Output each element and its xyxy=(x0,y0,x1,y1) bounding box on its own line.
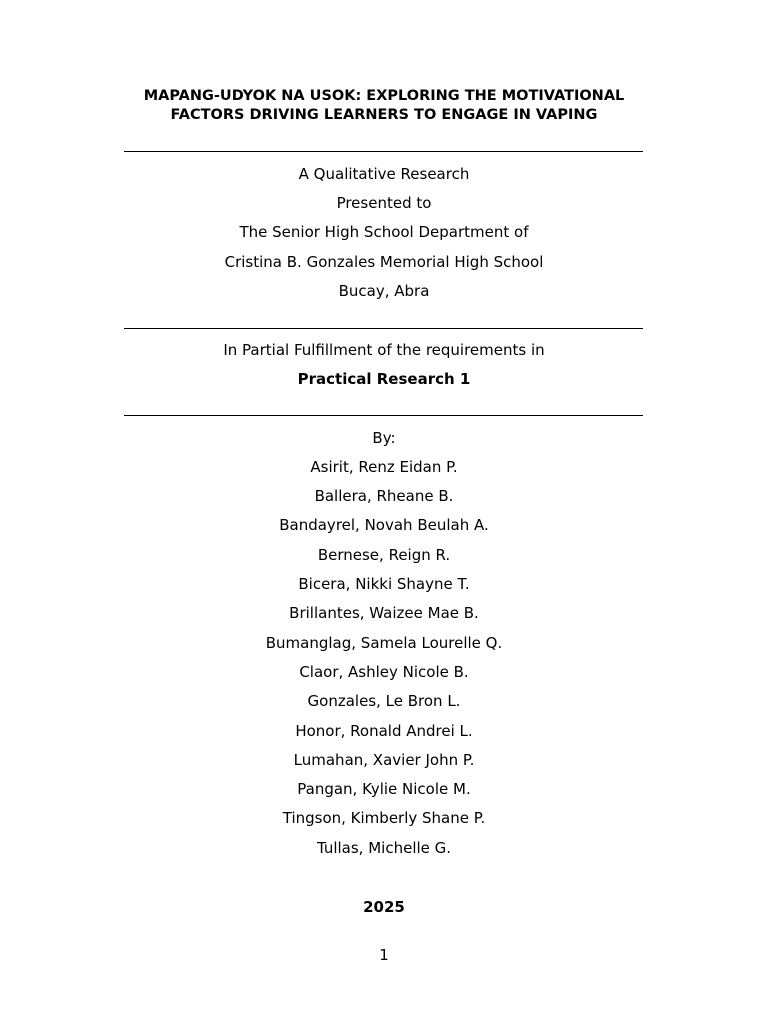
author-name: Pangan, Kylie Nicole M. xyxy=(297,780,471,798)
author-name: Ballera, Rheane B. xyxy=(314,487,454,505)
year: 2025 xyxy=(363,898,405,916)
author-name: Tingson, Kimberly Shane P. xyxy=(282,809,486,827)
research-type: A Qualitative Research xyxy=(298,165,470,183)
author-name: Claor, Ashley Nicole B. xyxy=(299,663,469,681)
author-name: Tullas, Michelle G. xyxy=(316,839,452,857)
author-name: Bandayrel, Novah Beulah A. xyxy=(279,516,489,534)
research-title-line-2: FACTORS DRIVING LEARNERS TO ENGAGE IN VAPING xyxy=(170,107,598,123)
author-name: Brillantes, Waizee Mae B. xyxy=(289,604,479,622)
school-name: Cristina B. Gonzales Memorial High School xyxy=(224,253,544,271)
fulfillment-text: In Partial Fulfillment of the requirements in xyxy=(223,341,545,359)
author-name: Lumahan, Xavier John P. xyxy=(293,751,475,769)
course-name: Practical Research 1 xyxy=(297,370,471,388)
author-name: Bernese, Reign R. xyxy=(317,546,451,564)
school-location: Bucay, Abra xyxy=(338,282,430,300)
page-number: 1 xyxy=(379,946,389,964)
author-name: Gonzales, Le Bron L. xyxy=(307,692,461,710)
research-title-line-1: MAPANG-UDYOK NA USOK: EXPLORING THE MOTIVATIONAL xyxy=(143,88,625,104)
divider-line xyxy=(124,151,643,152)
author-name: Asirit, Renz Eidan P. xyxy=(310,458,458,476)
department-name: The Senior High School Department of xyxy=(239,223,529,241)
author-name: Honor, Ronald Andrei L. xyxy=(295,722,473,740)
divider-line xyxy=(124,328,643,329)
research-title xyxy=(100,87,668,125)
divider-line xyxy=(124,415,643,416)
author-name: Bicera, Nikki Shayne T. xyxy=(298,575,470,593)
author-name: Bumanglag, Samela Lourelle Q. xyxy=(265,634,503,652)
presented-to: Presented to xyxy=(336,194,432,212)
authors-label: By: xyxy=(372,429,396,447)
